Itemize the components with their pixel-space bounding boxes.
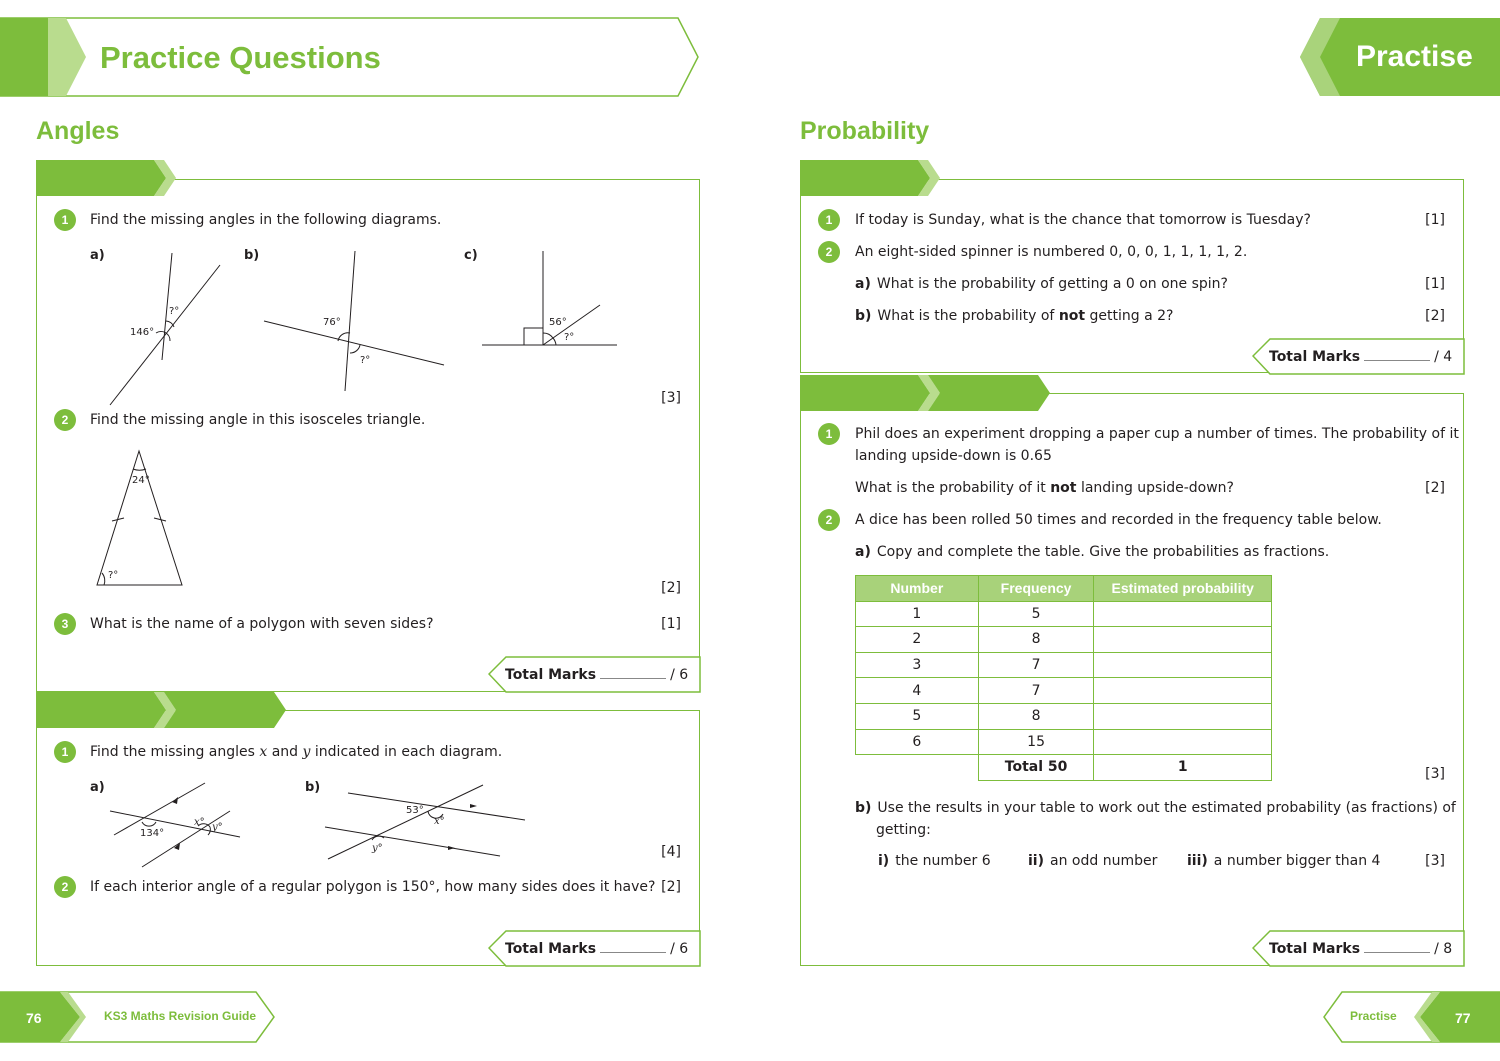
footer-title-left: KS3 Maths Revision Guide bbox=[104, 1009, 257, 1023]
question-text bbox=[90, 744, 502, 760]
angle-label: y° bbox=[212, 822, 223, 833]
question-text bbox=[855, 480, 1234, 496]
cell: 3 bbox=[856, 652, 979, 678]
question-text: Find the missing angle in this isosceles triangle. bbox=[90, 412, 426, 428]
table-row bbox=[856, 729, 1272, 755]
cell: 8 bbox=[978, 627, 1094, 653]
isosceles-triangle-diagram bbox=[92, 445, 192, 590]
column-header: Frequency bbox=[978, 576, 1094, 602]
angle-label: ?° bbox=[108, 570, 119, 581]
cell bbox=[1094, 729, 1272, 755]
total-marks bbox=[505, 667, 688, 683]
total-marks bbox=[505, 941, 688, 957]
marks: [1] bbox=[661, 616, 681, 632]
angle-label: ?° bbox=[564, 332, 575, 343]
sub-label: a) bbox=[855, 544, 871, 560]
marks: [2] bbox=[1425, 480, 1445, 496]
sub-text: the number 6 bbox=[895, 853, 991, 869]
cell: 1 bbox=[856, 601, 979, 627]
angle-label: 56° bbox=[549, 317, 567, 328]
cell: 5 bbox=[978, 601, 1094, 627]
column-header: Number bbox=[856, 576, 979, 602]
sub-question-b bbox=[855, 800, 1456, 816]
total-marks-value: / 4 bbox=[1434, 349, 1453, 365]
sub-text: What is the probability of getting a 0 on one spin? bbox=[876, 276, 1228, 292]
box-tab bbox=[800, 160, 940, 196]
empty-cell bbox=[856, 755, 979, 781]
sub-question-b bbox=[855, 308, 1174, 324]
cell bbox=[1094, 678, 1272, 704]
cell: 2 bbox=[856, 627, 979, 653]
question-text: If each interior angle of a regular polygon is 150°, how many sides does it have? bbox=[90, 879, 656, 895]
total-prob-cell: 1 bbox=[1094, 755, 1272, 781]
sub-text: Use the results in your table to work out the estimated probability (as fractions) of bbox=[877, 800, 1456, 816]
text: landing upside-down? bbox=[1076, 480, 1234, 496]
total-marks-value: / 6 bbox=[670, 667, 689, 683]
section-title-angles: Angles bbox=[36, 117, 120, 145]
marks: [3] bbox=[1425, 766, 1445, 782]
total-marks-label: Total Marks bbox=[505, 941, 597, 957]
part-label-a: a) bbox=[90, 780, 105, 795]
cell: 8 bbox=[978, 703, 1094, 729]
emphasis: not bbox=[1058, 308, 1086, 324]
total-marks-label: Total Marks bbox=[1269, 941, 1361, 957]
section-title-probability: Probability bbox=[800, 117, 930, 145]
sub-part-ii bbox=[1028, 853, 1157, 869]
angle-label: y° bbox=[372, 843, 383, 854]
page-number-left: 76 bbox=[26, 1010, 42, 1026]
emphasis: not bbox=[1050, 480, 1077, 496]
total-cell: Total 50 bbox=[978, 755, 1094, 781]
cell bbox=[1094, 601, 1272, 627]
question-number-1: 1 bbox=[818, 209, 840, 231]
part-label-c: c) bbox=[464, 248, 478, 263]
table-row bbox=[856, 601, 1272, 627]
marks: [1] bbox=[1425, 212, 1445, 228]
question-number-3: 3 bbox=[54, 613, 76, 635]
cell: 7 bbox=[978, 678, 1094, 704]
marks: [2] bbox=[1425, 308, 1445, 324]
total-marks-label: Total Marks bbox=[1269, 349, 1361, 365]
box-tab bbox=[800, 375, 1055, 411]
question-number-2: 2 bbox=[818, 509, 840, 531]
question-text: An eight-sided spinner is numbered 0, 0, 0, 1, 1, 1, 1, 2. bbox=[855, 244, 1248, 260]
sub-label: b) bbox=[855, 308, 872, 324]
question-text: What is the name of a polygon with seven sides? bbox=[90, 616, 434, 632]
sub-label: a) bbox=[855, 276, 871, 292]
text: What is the probability of it bbox=[855, 480, 1051, 496]
question-number-2: 2 bbox=[54, 876, 76, 898]
angle-label: ?° bbox=[169, 306, 180, 317]
total-marks bbox=[1269, 941, 1452, 957]
sub-part-i bbox=[878, 853, 991, 869]
box-tab bbox=[36, 160, 176, 196]
page-title-right: Practise bbox=[1356, 40, 1473, 73]
sub-label: iii) bbox=[1187, 853, 1208, 869]
question-text: landing upside-down is 0.65 bbox=[855, 448, 1052, 464]
total-marks bbox=[1269, 349, 1452, 365]
question-number-1: 1 bbox=[54, 741, 76, 763]
text: indicated in each diagram. bbox=[310, 744, 503, 760]
table-total-row bbox=[856, 755, 1272, 781]
total-marks-value: / 6 bbox=[670, 941, 689, 957]
var-y: y bbox=[302, 744, 311, 760]
footer-title-right: Practise bbox=[1350, 1009, 1397, 1023]
cell bbox=[1094, 652, 1272, 678]
marks: [2] bbox=[661, 580, 681, 596]
table-row bbox=[856, 678, 1272, 704]
sub-text: Copy and complete the table. Give the probabilities as fractions. bbox=[876, 544, 1330, 560]
column-header: Estimated probability bbox=[1094, 576, 1272, 602]
marks: [3] bbox=[1425, 853, 1445, 869]
sub-text: getting: bbox=[876, 822, 931, 838]
angle-label: 134° bbox=[140, 828, 165, 839]
question-number-1: 1 bbox=[818, 423, 840, 445]
text: and bbox=[267, 744, 303, 760]
angle-label: x° bbox=[434, 816, 445, 827]
angle-label: 76° bbox=[323, 317, 341, 328]
sub-question-a bbox=[855, 544, 1329, 560]
cell: 5 bbox=[856, 703, 979, 729]
question-text: A dice has been rolled 50 times and recorded in the frequency table below. bbox=[855, 512, 1382, 528]
part-label-b: b) bbox=[244, 248, 260, 263]
table-header-row bbox=[856, 576, 1272, 602]
cell: 6 bbox=[856, 729, 979, 755]
cell bbox=[1094, 627, 1272, 653]
page-number-right: 77 bbox=[1455, 1010, 1471, 1026]
angle-label: 146° bbox=[130, 327, 155, 338]
cell: 15 bbox=[978, 729, 1094, 755]
cell: 4 bbox=[856, 678, 979, 704]
sub-label: i) bbox=[878, 853, 890, 869]
marks: [3] bbox=[661, 390, 681, 406]
angle-label: 53° bbox=[406, 805, 424, 816]
question-number-1: 1 bbox=[54, 209, 76, 231]
text: Find the missing angles bbox=[90, 744, 260, 760]
marks: [4] bbox=[661, 844, 681, 860]
table-row bbox=[856, 652, 1272, 678]
total-marks-label: Total Marks bbox=[505, 667, 597, 683]
total-marks-value: / 8 bbox=[1434, 941, 1453, 957]
angle-label: 24° bbox=[132, 475, 150, 486]
sub-label: ii) bbox=[1028, 853, 1044, 869]
angle-label: ?° bbox=[360, 355, 371, 366]
page-title-left: Practice Questions bbox=[100, 40, 381, 75]
cell: 7 bbox=[978, 652, 1094, 678]
marks: [1] bbox=[1425, 276, 1445, 292]
cell bbox=[1094, 703, 1272, 729]
question-number-2: 2 bbox=[818, 241, 840, 263]
angle-label: x° bbox=[194, 817, 205, 828]
part-label-b: b) bbox=[305, 780, 321, 795]
question-number-2: 2 bbox=[54, 409, 76, 431]
sub-question-a bbox=[855, 276, 1228, 292]
sub-text: a number bigger than 4 bbox=[1213, 853, 1381, 869]
frequency-table bbox=[855, 575, 1272, 781]
table-row bbox=[856, 703, 1272, 729]
sub-text: getting a 2? bbox=[1085, 308, 1174, 324]
question-text: If today is Sunday, what is the chance that tomorrow is Tuesday? bbox=[855, 212, 1311, 228]
box-tab bbox=[36, 692, 291, 728]
table-row bbox=[856, 627, 1272, 653]
question-text: Find the missing angles in the following diagrams. bbox=[90, 212, 442, 228]
question-text: Phil does an experiment dropping a paper cup a number of times. The probability of it bbox=[855, 426, 1459, 442]
parallel-lines-diagrams bbox=[100, 775, 540, 870]
sub-text: What is the probability of bbox=[877, 308, 1059, 324]
part-label-a: a) bbox=[90, 248, 105, 263]
sub-part-iii bbox=[1187, 853, 1380, 869]
sub-text: an odd number bbox=[1050, 853, 1158, 869]
var-x: x bbox=[259, 744, 268, 760]
marks: [2] bbox=[661, 879, 681, 895]
sub-label: b) bbox=[855, 800, 872, 816]
